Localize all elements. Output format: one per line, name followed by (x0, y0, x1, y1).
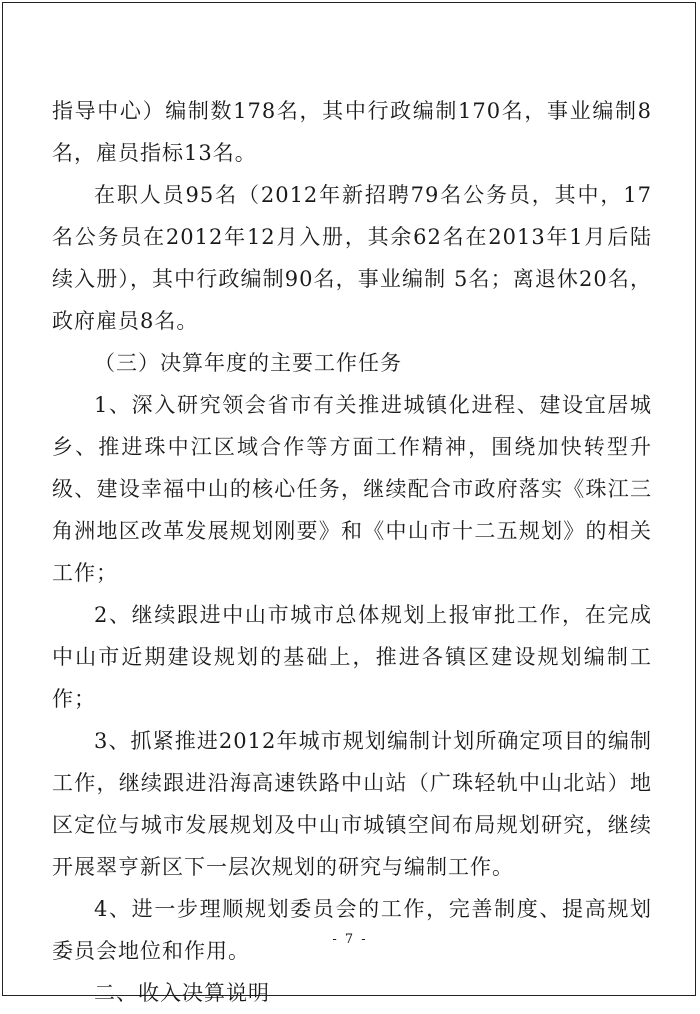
document-body (52, 90, 652, 1014)
paragraph-active-staff: 在职人员95名（2012年新招聘79名公务员，其中，17名公务员在2012年12月入册，其余62名在2013年1月后陆续入册），其中行政编制90名，事业编制 5名；离退休20名，政府雇员8名。 (52, 183, 652, 333)
section-heading-income: 二、收入决算说明 (94, 981, 270, 1005)
task-item-4: 4、进一步理顺规划委员会的工作，完善制度、提高规划委员会地位和作用。 (52, 897, 652, 963)
paragraph-staffing-quota: 指导中心）编制数178名，其中行政编制170名，事业编制8 名，雇员指标13名。 (52, 99, 652, 165)
task-item-3: 3、抓紧推进2012年城市规划编制计划所确定项目的编制工作，继续跟进沿海高速铁路中山站（广珠轻轨中山北站）地区定位与城市发展规划及中山市城镇空间布局规划研究，继续开展翠亨新区下一层次规划的研究与编制工作。 (52, 729, 652, 879)
section-heading-main-tasks: （三）决算年度的主要工作任务 (94, 351, 402, 375)
page-number: - 7 - (332, 932, 368, 947)
task-item-1: 1、深入研究领会省市有关推进城镇化进程、建设宜居城乡、推进珠中江区域合作等方面工作精神，围绕加快转型升级、建设幸福中山的核心任务，继续配合市政府落实《珠江三角洲地区改革发展规划刚要》和《中山市十二五规划》的相关工作； (52, 393, 652, 585)
task-item-2: 2、继续跟进中山市城市总体规划上报审批工作，在完成中山市近期建设规划的基础上，推进各镇区建设规划编制工作； (52, 603, 652, 711)
